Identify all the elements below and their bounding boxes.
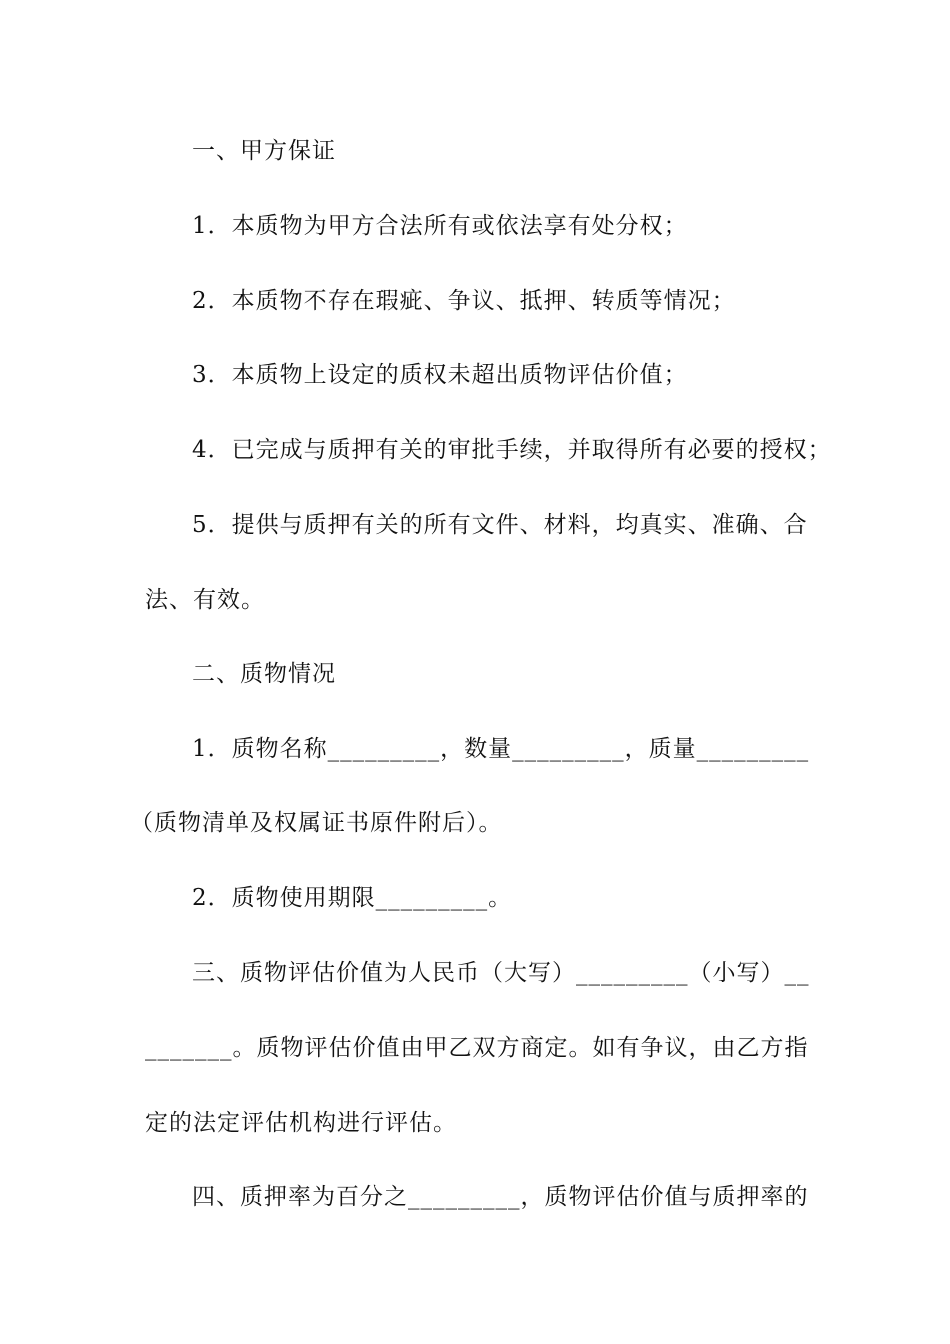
- paragraph-line: 三、质物评估价值为人民币（大写）_________（小写）__: [192, 960, 810, 986]
- section-heading-party-a-guarantee: 一、甲方保证: [192, 138, 336, 164]
- paragraph-line: _______。质物评估价值由甲乙双方商定。如有争议，由乙方指: [145, 1035, 809, 1061]
- section-heading-pledge-situation: 二、质物情况: [192, 661, 336, 687]
- paragraph-line: 定的法定评估机构进行评估。: [145, 1110, 457, 1136]
- paragraph-line: 1．本质物为甲方合法所有或依法享有处分权；: [192, 213, 688, 239]
- paragraph-line: （质物清单及权属证书原件附后）。: [130, 810, 503, 836]
- paragraph-line: 2．本质物不存在瑕疵、争议、抵押、转质等情况；: [192, 288, 736, 314]
- paragraph-line: 1．质物名称_________，数量_________，质量_________: [192, 736, 810, 762]
- paragraph-line: 4．已完成与质押有关的审批手续，并取得所有必要的授权；: [192, 437, 832, 463]
- paragraph-line: 四、质押率为百分之_________，质物评估价值与质押率的: [192, 1184, 809, 1210]
- paragraph-line: 3．本质物上设定的质权未超出质物评估价值；: [192, 362, 688, 388]
- paragraph-line: 5．提供与质押有关的所有文件、材料，均真实、准确、合: [192, 512, 808, 538]
- paragraph-line: 法、有效。: [145, 587, 265, 613]
- paragraph-line: 2．质物使用期限_________。: [192, 885, 513, 911]
